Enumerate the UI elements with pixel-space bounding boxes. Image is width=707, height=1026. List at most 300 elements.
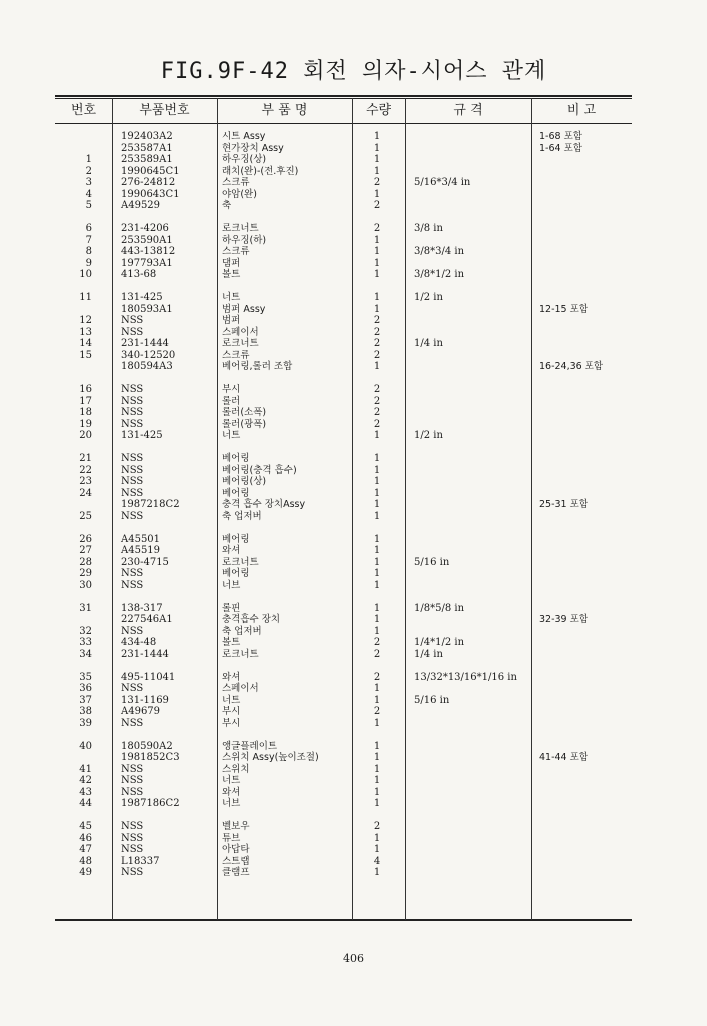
part-name: 하우징(하) xyxy=(222,234,267,246)
part-name: 로크너트 xyxy=(222,223,259,234)
item-number: 15 xyxy=(79,349,92,361)
quantity: 1 xyxy=(373,625,381,637)
part-name: 하우징(상) xyxy=(222,154,267,165)
table-row xyxy=(0,775,707,787)
quantity: 1 xyxy=(373,568,381,579)
header-rule xyxy=(55,123,632,124)
remark: 1-68 포함 xyxy=(539,131,582,142)
quantity: 2 xyxy=(373,349,381,361)
part-name: 래치(완)-(전.후진) xyxy=(222,165,299,177)
part-number: 253589A1 xyxy=(121,154,173,165)
quantity: 1 xyxy=(373,303,381,315)
item-number: 21 xyxy=(79,453,92,464)
table-row xyxy=(0,580,707,592)
item-number: 9 xyxy=(85,257,92,269)
quantity: 1 xyxy=(373,487,381,499)
item-number: 39 xyxy=(79,717,92,729)
part-number: NSS xyxy=(121,717,144,729)
part-number: 1981852C3 xyxy=(121,752,180,763)
remark: 32-39 포함 xyxy=(539,614,588,625)
part-number: NSS xyxy=(121,315,144,326)
header-spec: 규 격 xyxy=(453,103,483,118)
part-number: 495-11041 xyxy=(121,671,176,683)
part-name: 볼트 xyxy=(222,269,241,280)
spec: 5/16 in xyxy=(414,694,450,706)
quantity: 1 xyxy=(373,717,381,729)
item-number: 17 xyxy=(79,395,92,407)
quantity: 1 xyxy=(373,464,381,476)
part-name: 베어링 xyxy=(222,568,250,579)
table-row xyxy=(0,223,707,235)
quantity: 2 xyxy=(373,315,381,326)
quantity: 1 xyxy=(373,533,381,545)
part-name: 너브 xyxy=(222,798,241,809)
quantity: 2 xyxy=(373,200,381,211)
part-name: 너트 xyxy=(222,292,241,303)
part-name: 스트랩 xyxy=(222,855,250,867)
item-number: 25 xyxy=(79,510,92,522)
table-row xyxy=(0,154,707,166)
quantity: 1 xyxy=(373,510,381,522)
item-number: 2 xyxy=(85,165,92,177)
table-bottom-rule xyxy=(55,919,632,921)
quantity: 2 xyxy=(373,648,381,660)
table-row xyxy=(0,614,707,626)
part-name: 현가장치 Assy xyxy=(222,142,284,154)
table-row xyxy=(0,706,707,718)
quantity: 1 xyxy=(373,602,381,614)
quantity: 1 xyxy=(373,545,381,556)
spec: 13/32*13/16*1/16 in xyxy=(414,671,517,683)
item-number: 27 xyxy=(79,545,92,556)
remark: 1-64 포함 xyxy=(539,142,582,154)
part-number: NSS xyxy=(121,326,144,338)
header-remarks: 비 고 xyxy=(566,103,597,118)
table-row xyxy=(0,465,707,477)
part-name: 로크너트 xyxy=(222,338,259,349)
part-name: 와셔 xyxy=(222,545,241,556)
table-row xyxy=(0,764,707,776)
table-row xyxy=(0,649,707,661)
header-part-number: 부품번호 xyxy=(139,103,190,118)
item-number: 38 xyxy=(79,706,92,717)
part-number: NSS xyxy=(121,487,144,499)
part-number: 197793A1 xyxy=(121,257,173,269)
part-number: 131-425 xyxy=(121,292,163,303)
spec: 1/8*5/8 in xyxy=(414,602,465,614)
part-name: 볼트 xyxy=(222,637,241,648)
table-row xyxy=(0,603,707,615)
part-number: NSS xyxy=(121,821,144,832)
part-name: 부시 xyxy=(222,706,241,717)
part-name: 앵글플레이트 xyxy=(222,740,278,752)
part-name: 범퍼 Assy xyxy=(222,303,266,315)
table-row xyxy=(0,350,707,362)
quantity: 1 xyxy=(373,844,381,855)
table-row xyxy=(0,798,707,810)
table-row xyxy=(0,246,707,258)
part-name: 너트 xyxy=(222,694,241,706)
part-name: 베어링 xyxy=(222,487,250,499)
table-top-rule-inner xyxy=(55,98,632,99)
part-name: 베어링 xyxy=(222,533,250,545)
part-name: 롤러 xyxy=(222,395,241,407)
item-number: 5 xyxy=(85,200,92,211)
item-number: 8 xyxy=(85,246,92,257)
part-number: A45519 xyxy=(121,545,161,556)
part-name: 벨보우 xyxy=(222,821,250,832)
part-number: NSS xyxy=(121,763,144,775)
table-row xyxy=(0,384,707,396)
quantity: 2 xyxy=(373,407,381,418)
item-number: 37 xyxy=(79,694,92,706)
remark: 16-24,36 포함 xyxy=(539,361,604,372)
item-number: 20 xyxy=(79,430,92,441)
table-row xyxy=(0,844,707,856)
header-quantity: 수량 xyxy=(365,103,392,118)
quantity: 1 xyxy=(373,430,381,441)
item-number: 23 xyxy=(79,476,92,487)
quantity: 2 xyxy=(373,177,381,188)
table-row xyxy=(0,626,707,638)
table-row xyxy=(0,787,707,799)
part-number: NSS xyxy=(121,453,144,464)
item-number: 35 xyxy=(79,671,92,683)
quantity: 1 xyxy=(373,786,381,798)
part-number: 253590A1 xyxy=(121,234,173,246)
quantity: 1 xyxy=(373,752,381,763)
quantity: 2 xyxy=(373,821,381,832)
part-number: NSS xyxy=(121,786,144,798)
quantity: 4 xyxy=(373,855,381,867)
part-number: A49679 xyxy=(121,706,161,717)
part-name: 와셔 xyxy=(222,671,241,683)
page-title: FIG.9F-42 회전 의자-시어스 관계 xyxy=(160,59,547,84)
spec: 5/16 in xyxy=(414,556,450,568)
part-number: 180593A1 xyxy=(121,303,173,315)
quantity: 1 xyxy=(373,246,381,257)
part-name: 베어링(충격 흡수) xyxy=(222,464,297,476)
quantity: 1 xyxy=(373,142,381,154)
spec: 1/4 in xyxy=(414,648,443,660)
part-number: NSS xyxy=(121,476,144,487)
item-number: 26 xyxy=(79,533,92,545)
item-number: 43 xyxy=(79,786,92,798)
item-number: 30 xyxy=(79,579,92,591)
quantity: 1 xyxy=(373,694,381,706)
item-number: 1 xyxy=(85,154,92,165)
quantity: 1 xyxy=(373,740,381,752)
quantity: 1 xyxy=(373,798,381,809)
part-name: 베어링,롤러 조합 xyxy=(222,361,293,372)
item-number: 28 xyxy=(79,556,92,568)
table-row xyxy=(0,235,707,247)
part-number: 138-317 xyxy=(121,602,163,614)
quantity: 1 xyxy=(373,476,381,487)
part-name: 범퍼 xyxy=(222,315,241,326)
part-name: 로크너트 xyxy=(222,648,259,660)
quantity: 1 xyxy=(373,361,381,372)
remark: 12-15 포함 xyxy=(539,303,588,315)
part-number: 192403A2 xyxy=(121,131,173,142)
part-number: 230-4715 xyxy=(121,556,169,568)
quantity: 2 xyxy=(373,326,381,338)
spec: 1/4*1/2 in xyxy=(414,637,465,648)
quantity: 2 xyxy=(373,384,381,395)
part-number: NSS xyxy=(121,407,144,418)
quantity: 1 xyxy=(373,292,381,303)
part-number: 1987186C2 xyxy=(121,798,180,809)
part-number: 253587A1 xyxy=(121,142,173,154)
quantity: 1 xyxy=(373,683,381,694)
part-name: 튜브 xyxy=(222,832,241,844)
table-top-rule xyxy=(55,95,632,97)
part-number: 227546A1 xyxy=(121,614,173,625)
item-number: 12 xyxy=(79,315,92,326)
part-name: 롤핀 xyxy=(222,602,241,614)
part-number: NSS xyxy=(121,867,144,878)
item-number: 47 xyxy=(79,844,92,855)
part-name: 롤러(소폭) xyxy=(222,407,267,418)
table-row xyxy=(0,396,707,408)
quantity: 2 xyxy=(373,338,381,349)
table-row xyxy=(0,419,707,431)
part-number: NSS xyxy=(121,395,144,407)
spec: 5/16*3/4 in xyxy=(414,177,471,188)
item-number: 3 xyxy=(85,177,92,188)
part-number: 413-68 xyxy=(121,269,157,280)
part-name: 축 업저버 xyxy=(222,625,262,637)
part-number: 180594A3 xyxy=(121,361,173,372)
item-number: 6 xyxy=(85,223,92,234)
table-row xyxy=(0,637,707,649)
part-name: 너트 xyxy=(222,430,241,441)
part-number: 131-425 xyxy=(121,430,163,441)
quantity: 1 xyxy=(373,832,381,844)
quantity: 1 xyxy=(373,257,381,269)
part-name: 너브 xyxy=(222,579,241,591)
part-name: 축 xyxy=(222,200,232,211)
item-number: 33 xyxy=(79,637,92,648)
spec: 3/8*3/4 in xyxy=(414,246,465,257)
quantity: 1 xyxy=(373,614,381,625)
item-number: 49 xyxy=(79,867,92,878)
table-row xyxy=(0,718,707,730)
part-name: 야암(완) xyxy=(222,188,257,200)
part-number: 131-1169 xyxy=(121,694,169,706)
table-row xyxy=(0,511,707,523)
table-row xyxy=(0,166,707,178)
part-name: 와셔 xyxy=(222,786,241,798)
table-row xyxy=(0,499,707,511)
part-number: NSS xyxy=(121,579,144,591)
part-name: 아답타 xyxy=(222,844,250,855)
header-part-name: 부 품 명 xyxy=(261,103,308,118)
part-name: 부시 xyxy=(222,717,241,729)
part-name: 댐퍼 xyxy=(222,257,241,269)
part-name: 충격 흡수 장치Assy xyxy=(222,499,306,510)
part-number: NSS xyxy=(121,625,144,637)
quantity: 1 xyxy=(373,556,381,568)
spec: 3/8*1/2 in xyxy=(414,269,465,280)
item-number: 32 xyxy=(79,625,92,637)
item-number: 31 xyxy=(79,602,92,614)
part-name: 클램프 xyxy=(222,867,250,878)
part-number: A49529 xyxy=(121,200,161,211)
table-row xyxy=(0,557,707,569)
item-number: 24 xyxy=(79,487,92,499)
table-row xyxy=(0,453,707,465)
table-row xyxy=(0,476,707,488)
quantity: 2 xyxy=(373,671,381,683)
table-row xyxy=(0,269,707,281)
table-row xyxy=(0,200,707,212)
table-row xyxy=(0,672,707,684)
item-number: 46 xyxy=(79,832,92,844)
quantity: 1 xyxy=(373,131,381,142)
part-number: 231-4206 xyxy=(121,223,169,234)
quantity: 2 xyxy=(373,637,381,648)
item-number: 16 xyxy=(79,384,92,395)
header-number: 번호 xyxy=(70,103,97,118)
item-number: 36 xyxy=(79,683,92,694)
item-number: 14 xyxy=(79,338,92,349)
part-name: 로크너트 xyxy=(222,556,259,568)
item-number: 10 xyxy=(79,269,92,280)
item-number: 40 xyxy=(79,740,92,752)
part-name: 부시 xyxy=(222,384,241,395)
part-number: NSS xyxy=(121,418,144,430)
part-number: NSS xyxy=(121,832,144,844)
part-number: 1990643C1 xyxy=(121,188,180,200)
page-number: 406 xyxy=(343,952,364,965)
table-row xyxy=(0,856,707,868)
item-number: 19 xyxy=(79,418,92,430)
table-row xyxy=(0,131,707,143)
quantity: 1 xyxy=(373,579,381,591)
part-number: 340-12520 xyxy=(121,349,176,361)
table-row xyxy=(0,821,707,833)
quantity: 1 xyxy=(373,234,381,246)
part-name: 스크류 xyxy=(222,349,250,361)
table-row xyxy=(0,867,707,879)
spec: 1/2 in xyxy=(414,292,443,303)
table-row xyxy=(0,327,707,339)
item-number: 29 xyxy=(79,568,92,579)
part-number: NSS xyxy=(121,844,144,855)
part-number: A45501 xyxy=(121,533,161,545)
item-number: 48 xyxy=(79,855,92,867)
part-number: NSS xyxy=(121,510,144,522)
part-name: 베어링(상) xyxy=(222,476,267,487)
part-number: 231-1444 xyxy=(121,338,169,349)
table-row xyxy=(0,741,707,753)
table-row xyxy=(0,695,707,707)
part-number: 443-13812 xyxy=(121,246,176,257)
spec: 1/4 in xyxy=(414,338,443,349)
table-row xyxy=(0,430,707,442)
table-row xyxy=(0,177,707,189)
remark: 41-44 포함 xyxy=(539,752,588,763)
part-number: NSS xyxy=(121,384,144,395)
table-row xyxy=(0,488,707,500)
quantity: 1 xyxy=(373,154,381,165)
quantity: 1 xyxy=(373,499,381,510)
table-row xyxy=(0,752,707,764)
part-name: 축 업저버 xyxy=(222,510,262,522)
table-row xyxy=(0,338,707,350)
part-number: 180590A2 xyxy=(121,740,173,752)
item-number: 22 xyxy=(79,464,92,476)
table-row xyxy=(0,361,707,373)
part-name: 스페이서 xyxy=(222,326,259,338)
item-number: 7 xyxy=(85,234,92,246)
table-row xyxy=(0,292,707,304)
item-number: 34 xyxy=(79,648,92,660)
part-name: 너트 xyxy=(222,775,241,786)
part-number: 276-24812 xyxy=(121,177,176,188)
part-number: NSS xyxy=(121,464,144,476)
part-name: 시트 Assy xyxy=(222,131,266,142)
part-number: L18337 xyxy=(121,855,160,867)
table-row xyxy=(0,683,707,695)
part-number: NSS xyxy=(121,568,144,579)
part-name: 스페이서 xyxy=(222,683,259,694)
table-row xyxy=(0,315,707,327)
quantity: 1 xyxy=(373,775,381,786)
spec: 1/2 in xyxy=(414,430,443,441)
item-number: 45 xyxy=(79,821,92,832)
part-number: NSS xyxy=(121,775,144,786)
quantity: 2 xyxy=(373,706,381,717)
quantity: 1 xyxy=(373,188,381,200)
part-name: 스위치 Assy(높이조절) xyxy=(222,752,319,763)
table-row xyxy=(0,407,707,419)
quantity: 2 xyxy=(373,223,381,234)
item-number: 11 xyxy=(79,292,92,303)
quantity: 2 xyxy=(373,418,381,430)
part-number: NSS xyxy=(121,683,144,694)
quantity: 1 xyxy=(373,763,381,775)
part-name: 스크류 xyxy=(222,246,250,257)
part-name: 스위치 xyxy=(222,763,250,775)
part-number: 1987218C2 xyxy=(121,499,180,510)
item-number: 41 xyxy=(79,763,92,775)
table-row xyxy=(0,545,707,557)
item-number: 44 xyxy=(79,798,92,809)
table-row xyxy=(0,304,707,316)
table-row xyxy=(0,143,707,155)
part-name: 베어링 xyxy=(222,453,250,464)
part-name: 충격흡수 장치 xyxy=(222,614,281,625)
item-number: 13 xyxy=(79,326,92,338)
table-row xyxy=(0,258,707,270)
quantity: 1 xyxy=(373,269,381,280)
remark: 25-31 포함 xyxy=(539,499,588,510)
item-number: 18 xyxy=(79,407,92,418)
table-row xyxy=(0,833,707,845)
table-row xyxy=(0,568,707,580)
table-row xyxy=(0,189,707,201)
part-number: 1990645C1 xyxy=(121,165,180,177)
quantity: 1 xyxy=(373,867,381,878)
quantity: 1 xyxy=(373,165,381,177)
item-number: 42 xyxy=(79,775,92,786)
part-number: 434-48 xyxy=(121,637,157,648)
part-name: 스크류 xyxy=(222,177,250,188)
table-row xyxy=(0,534,707,546)
quantity: 1 xyxy=(373,453,381,464)
